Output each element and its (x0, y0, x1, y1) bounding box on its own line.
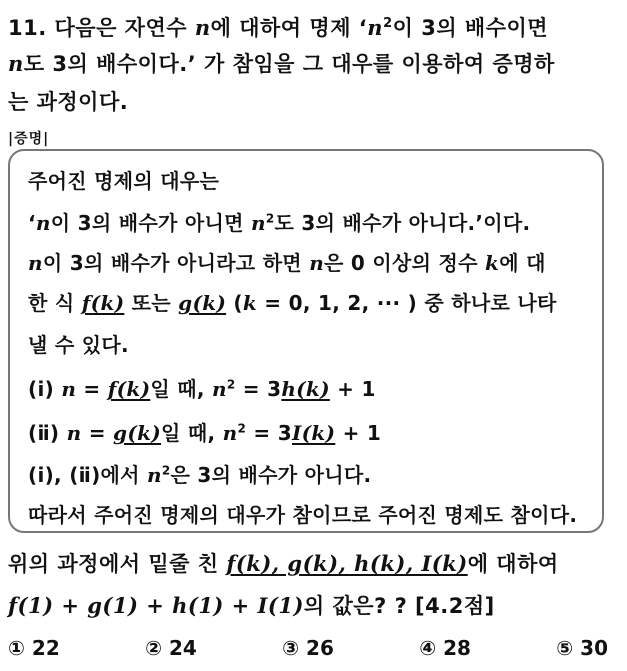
proof-line-5 (28, 329, 129, 358)
var-n: n (61, 377, 77, 401)
text: 는 과정이다. (8, 90, 129, 114)
exp-2: 2 (226, 377, 236, 392)
text: 의 값은? ? [4.2점] (303, 594, 495, 618)
func-f: f(k) (81, 291, 125, 315)
text: = (81, 421, 114, 445)
var-n: n (147, 463, 162, 487)
question-line-1 (8, 548, 559, 578)
text: 은 0 이상의 정수 (324, 251, 486, 275)
case-label: (ⅰ) (28, 377, 62, 401)
text: + 1 (329, 377, 376, 401)
text: ( (226, 291, 243, 315)
text: 이 3의 배수가 아니면 (50, 211, 251, 235)
text: 이 3의 배수가 아니라고 하면 (42, 251, 310, 275)
problem-line-1 (8, 12, 548, 42)
text: 에 대하여 (467, 552, 559, 576)
text: 낼 수 있다. (28, 333, 129, 357)
underlined-functions: f(k), g(k), h(k), I(k) (226, 551, 468, 576)
func-I: I(k) (291, 421, 336, 445)
problem-line-2 (8, 48, 555, 78)
problem-number: 11. (8, 16, 47, 40)
text: (ⅰ), (ⅱ)에서 (28, 463, 148, 487)
func-g: g(k) (113, 421, 161, 445)
var-k: k (242, 291, 258, 315)
var-n: n (35, 211, 51, 235)
proof-box (8, 149, 604, 533)
case-1-line (28, 373, 376, 402)
text: 일 때, (161, 421, 223, 445)
conclusion-line (28, 499, 577, 528)
problem-line-3 (8, 86, 128, 116)
text: 에 대하여 명제 ‘ (210, 16, 368, 40)
func-f: f(k) (107, 377, 151, 401)
proof-label: |증명| (8, 131, 50, 147)
text: 일 때, (150, 377, 213, 401)
proof-line-4 (28, 287, 557, 316)
text: ‘ (28, 211, 36, 235)
var-n: n (309, 251, 325, 275)
func-g: g(k) (178, 291, 227, 315)
text: + 1 (335, 421, 382, 445)
text: 이 3의 배수이면 (392, 16, 549, 40)
proof-line-2 (28, 207, 530, 236)
var-n: n (222, 421, 238, 445)
text: 따라서 주어진 명제의 대우가 참이므로 주어진 명제도 참이다. (28, 503, 578, 527)
answer-choices (8, 636, 608, 660)
text: 주어진 명제의 대우는 (28, 169, 220, 193)
case-summary-line (28, 459, 371, 488)
choice-2[interactable]: ② 24 (145, 636, 197, 660)
text: 도 3의 배수가 아니다.’이다. (274, 211, 531, 235)
var-n: n (8, 51, 24, 76)
text: 위의 과정에서 밑줄 친 (8, 552, 227, 576)
text: 또는 (124, 291, 179, 315)
choice-1[interactable]: ① 22 (8, 636, 60, 660)
exp-2: 2 (265, 211, 275, 226)
case-2-line (28, 417, 381, 446)
text: 도 3의 배수이다.’ 가 참임을 그 대우를 이용하여 증명하 (23, 52, 555, 76)
text: 에 대 (499, 251, 546, 275)
var-n: n (194, 15, 211, 40)
exp-2: 2 (161, 463, 171, 478)
text: 은 3의 배수가 아니다. (170, 463, 372, 487)
proof-line-3 (28, 247, 546, 276)
exp-2: 2 (237, 421, 247, 436)
text: 한 식 (28, 291, 82, 315)
case-label: (ⅱ) (28, 421, 67, 445)
choice-4[interactable]: ④ 28 (419, 636, 471, 660)
text: = 3 (246, 421, 292, 445)
text: = 3 (235, 377, 282, 401)
sum-expression: f(1) + g(1) + h(1) + I(1) (8, 593, 304, 618)
var-n: n (66, 421, 82, 445)
var-k: k (485, 251, 500, 275)
question-line-2 (8, 590, 495, 620)
text: = (76, 377, 108, 401)
var-n: n (28, 251, 43, 275)
choice-3[interactable]: ③ 26 (282, 636, 334, 660)
func-h: h(k) (281, 377, 330, 401)
var-n: n (367, 15, 384, 40)
var-n: n (250, 211, 266, 235)
var-n: n (212, 377, 227, 401)
proof-line-1 (28, 165, 219, 194)
choice-5[interactable]: ⑤ 30 (556, 636, 608, 660)
text: = 0, 1, 2, ··· ) 중 하나로 나타 (257, 291, 557, 315)
exp-2: 2 (383, 16, 393, 31)
text: 다음은 자연수 (54, 16, 195, 40)
